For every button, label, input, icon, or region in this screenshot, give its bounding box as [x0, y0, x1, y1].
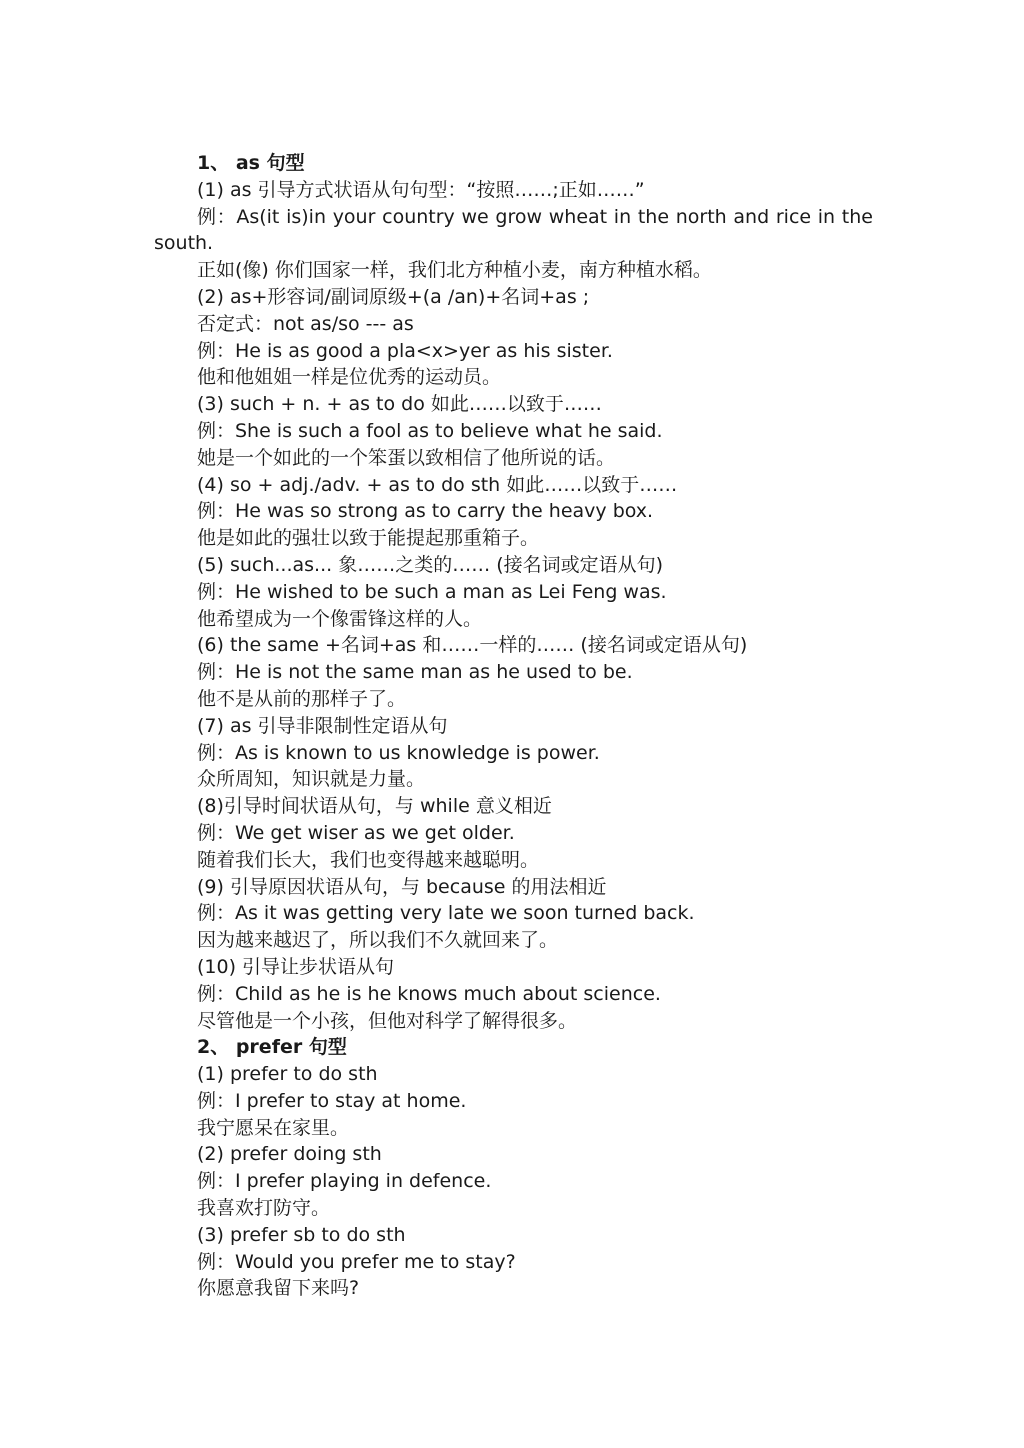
s1-item-2-example: 例：He is as good a pla<x>yer as his sister. [197, 339, 613, 362]
section-1-heading: 1、 as 句型 [197, 152, 305, 174]
s1-item-6-example: 例：He is not the same man as he used to be. [197, 661, 633, 684]
s1-item-9-example: 例：As it was getting very late we soon turned back. [197, 902, 695, 925]
s1-item-3-translation: 她是一个如此的一个笨蛋以致相信了他所说的话。 [197, 446, 616, 469]
s1-item-2-translation: 他和他姐姐一样是位优秀的运动员。 [197, 366, 502, 389]
s1-item-1-example-continued: south. [154, 232, 214, 255]
s1-item-1-translation: 正如(像) 你们国家一样，我们北方种植小麦，南方种植水稻。 [197, 259, 712, 282]
s2-item-1-title: (1) prefer to do sth [197, 1063, 378, 1086]
s1-item-6-title: (6) the same +名词+as 和……一样的…… (接名词或定语从句) [197, 634, 748, 657]
s1-item-2-title: (2) as+形容词/副词原级+(a /an)+名词+as ; [197, 285, 590, 308]
s1-item-2-negative: 否定式：not as/so --- as [197, 312, 414, 335]
s1-item-3-example: 例：She is such a fool as to believe what he said. [197, 419, 663, 442]
s1-item-8-translation: 随着我们长大，我们也变得越来越聪明。 [197, 848, 540, 871]
s2-item-3-translation: 你愿意我留下来吗? [197, 1277, 360, 1300]
s1-item-4-translation: 他是如此的强壮以致于能提起那重箱子。 [197, 527, 540, 550]
s1-item-9-translation: 因为越来越迟了，所以我们不久就回来了。 [197, 929, 559, 952]
s1-item-8-title: (8)引导时间状语从句，与 while 意义相近 [197, 795, 552, 818]
s2-item-1-translation: 我宁愿呆在家里。 [197, 1116, 350, 1139]
s1-item-4-example: 例：He was so strong as to carry the heavy box. [197, 500, 654, 523]
s1-item-5-translation: 他希望成为一个像雷锋这样的人。 [197, 607, 483, 630]
s1-item-8-example: 例：We get wiser as we get older. [197, 821, 515, 844]
s2-item-3-example: 例：Would you prefer me to stay? [197, 1250, 516, 1273]
s1-item-4-title: (4) so + adj./adv. + as to do sth 如此……以致于…… [197, 473, 678, 496]
s1-item-1-title: (1) as 引导方式状语从句句型：“按照……;正如……” [197, 178, 645, 201]
s1-item-5-title: (5) such...as... 象……之类的…… (接名词或定语从句) [197, 553, 664, 576]
s2-item-1-example: 例：I prefer to stay at home. [197, 1089, 467, 1112]
s1-item-9-title: (9) 引导原因状语从句，与 because 的用法相近 [197, 875, 607, 898]
s2-item-3-title: (3) prefer sb to do sth [197, 1223, 406, 1246]
s2-item-2-example: 例：I prefer playing in defence. [197, 1170, 492, 1193]
s1-item-3-title: (3) such + n. + as to do 如此……以致于…… [197, 393, 602, 416]
s1-item-7-translation: 众所周知，知识就是力量。 [197, 768, 426, 791]
document-content [154, 150, 897, 1302]
s1-item-5-example: 例：He wished to be such a man as Lei Feng was. [197, 580, 667, 603]
s1-item-1-example: 例：As(it is)in your country we grow wheat in the north and rice in the [197, 205, 873, 228]
s1-item-6-translation: 他不是从前的那样子了。 [197, 687, 407, 710]
s1-item-7-example: 例：As is known to us knowledge is power. [197, 741, 600, 764]
s2-item-2-title: (2) prefer doing sth [197, 1143, 382, 1166]
s1-item-10-example: 例：Child as he is he knows much about science. [197, 982, 661, 1005]
s1-item-10-title: (10) 引导让步状语从句 [197, 955, 395, 978]
s2-item-2-translation: 我喜欢打防守。 [197, 1197, 331, 1220]
s1-item-7-title: (7) as 引导非限制性定语从句 [197, 714, 448, 737]
section-2-heading: 2、 prefer 句型 [197, 1036, 347, 1059]
s1-item-10-translation: 尽管他是一个小孩，但他对科学了解得很多。 [197, 1009, 578, 1032]
